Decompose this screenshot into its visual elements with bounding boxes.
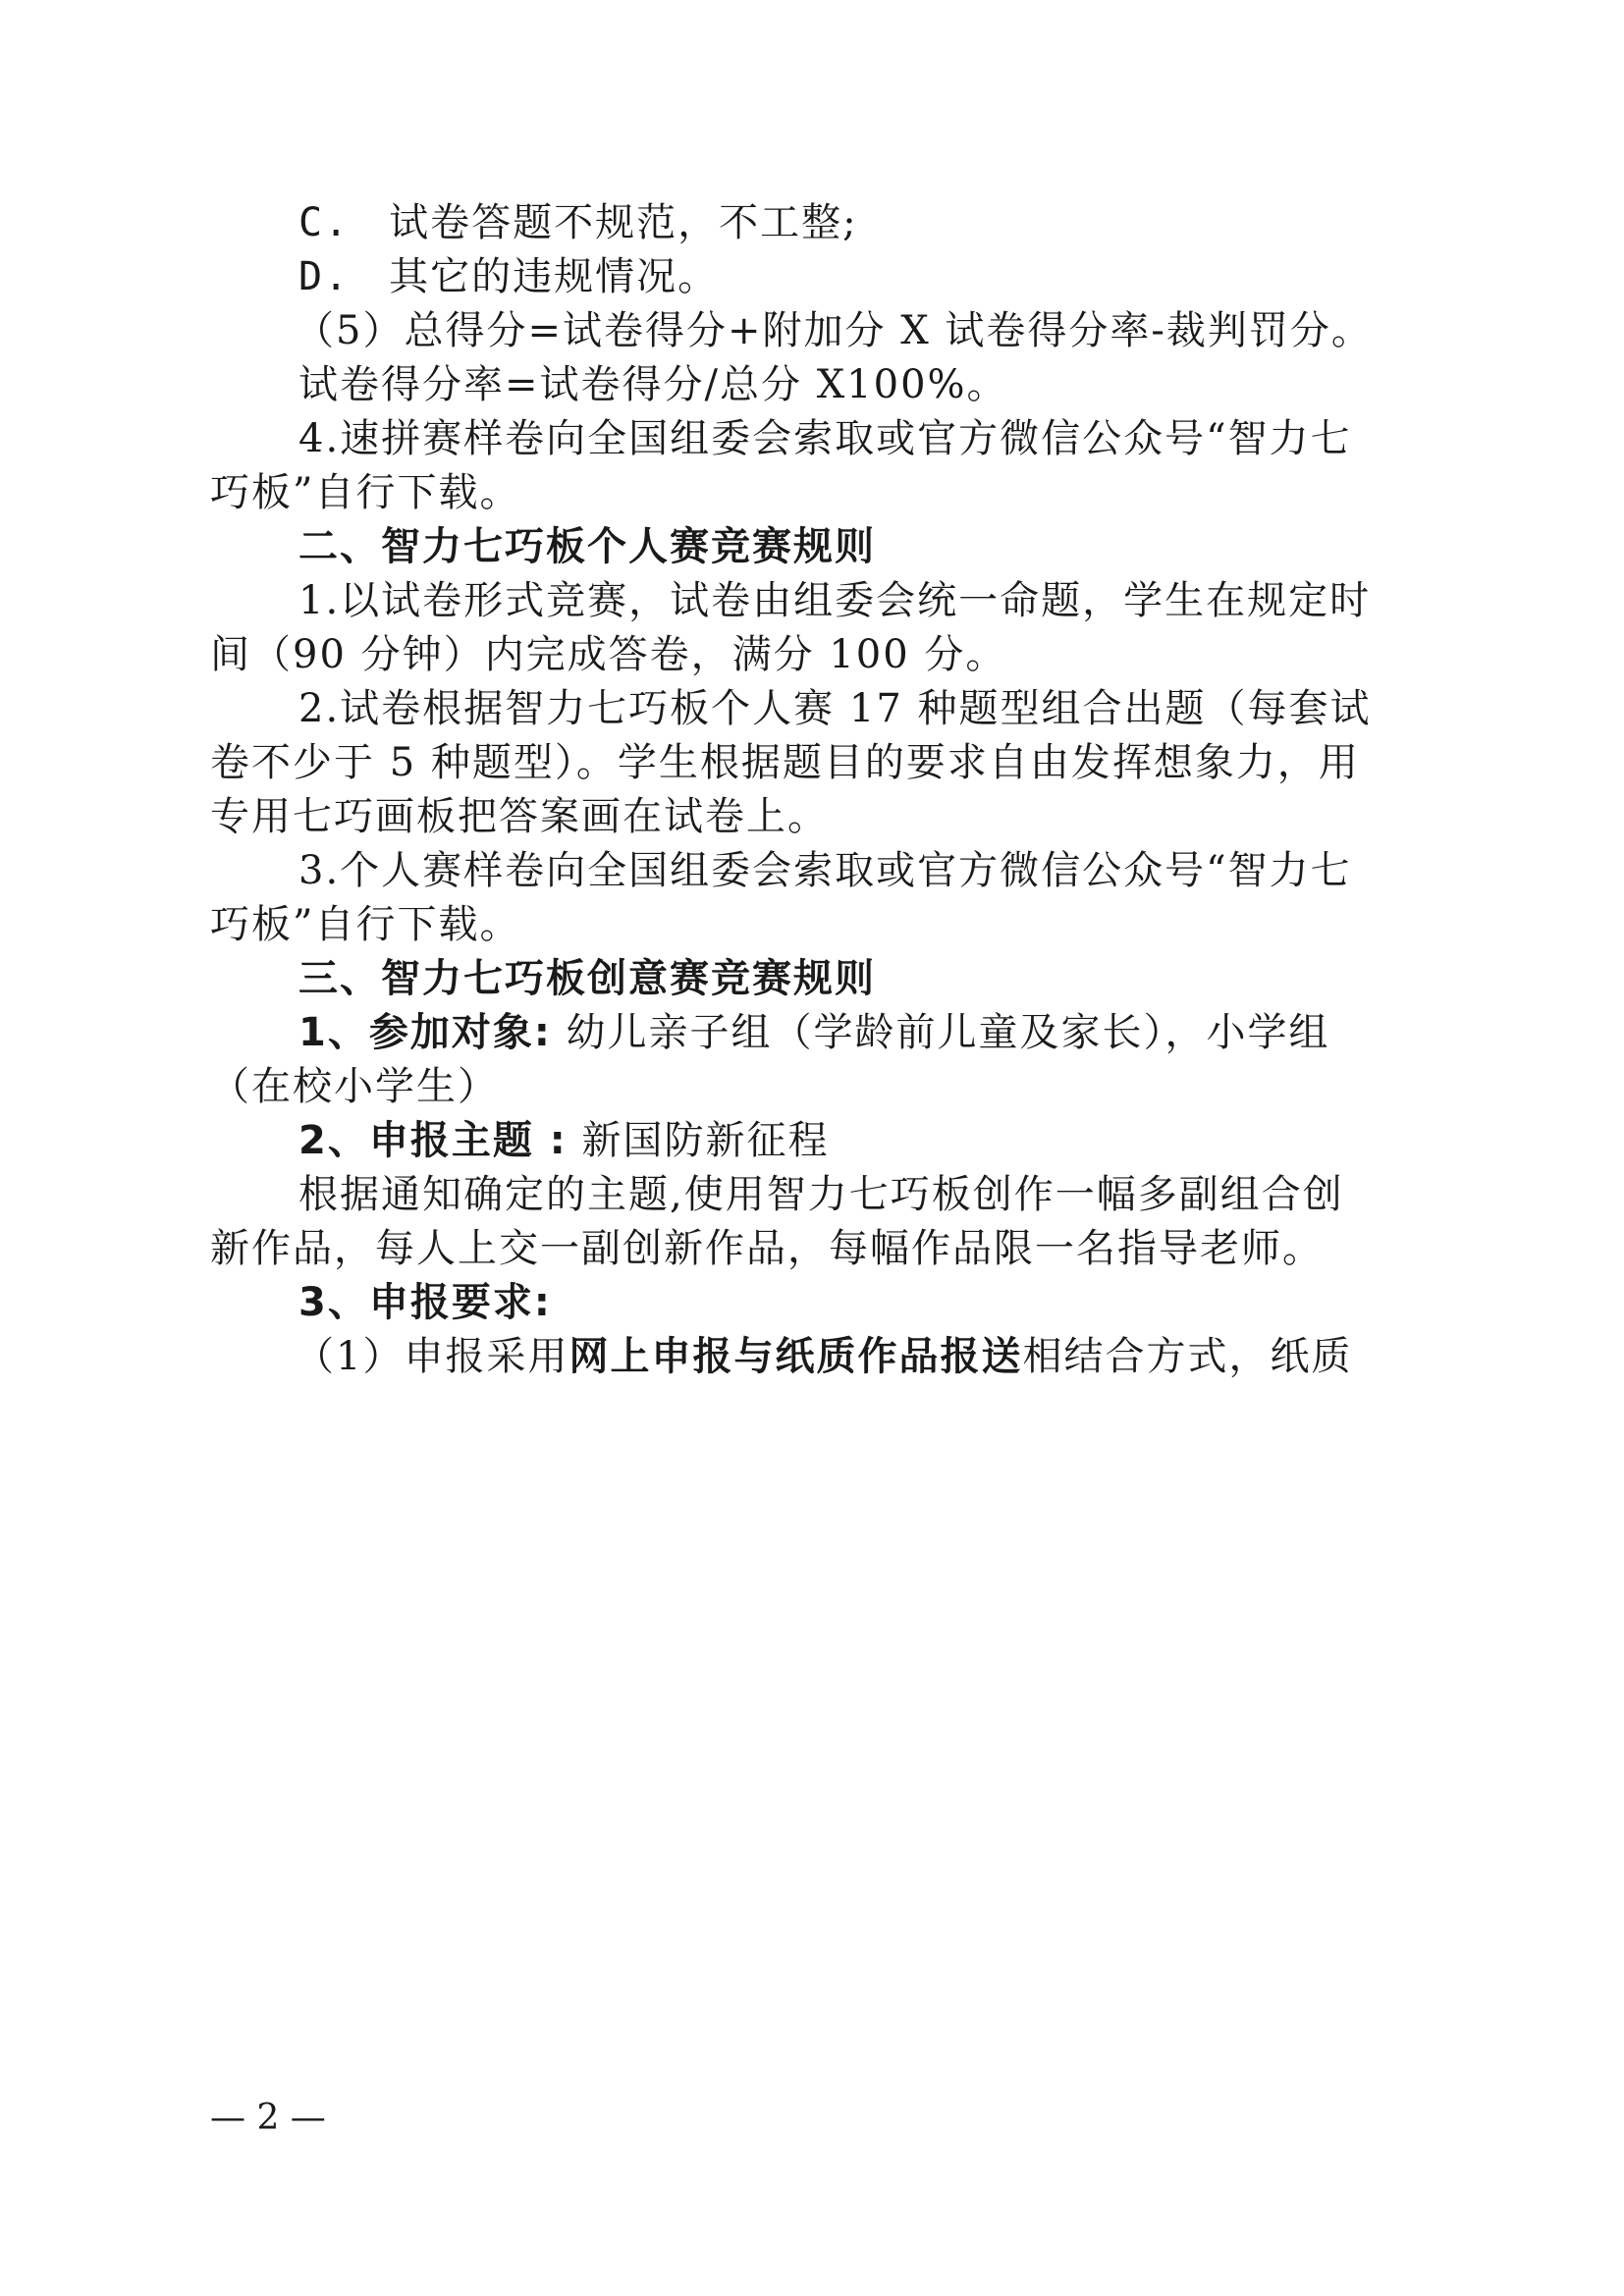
theme-line [298, 1117, 829, 1164]
section-2-item-3-line-1: 3.个人赛样卷向全国组委会索取或官方微信公众号“智力七 [298, 848, 1352, 893]
requirements-heading: 3、申报要求: [298, 1280, 552, 1325]
participants-line-1 [298, 1009, 1330, 1056]
item-c-marker: C. [298, 200, 351, 245]
page-number: — 2 — [210, 2098, 326, 2138]
theme-desc-line-1: 根据通知确定的主题,使用智力七巧板创作一幅多副组合创 [298, 1172, 1344, 1217]
section-2-item-3-line-2: 巧板”自行下载。 [210, 902, 521, 947]
requirement-1-emphasis: 网上申报与纸质作品报送 [568, 1334, 1023, 1379]
section-2-item-1-line-1: 1.以试卷形式竞赛，试卷由组委会统一命题，学生在规定时 [298, 578, 1372, 623]
item-d-marker: D. [298, 254, 351, 299]
participants-text: 幼儿亲子组（学龄前儿童及家长），小学组 [566, 1010, 1330, 1055]
score-rate-formula: 试卷得分率=试卷得分/总分 X100%。 [298, 362, 1008, 407]
section-2-item-1-line-2: 间（90 分钟）内完成答卷，满分 100 分。 [210, 632, 1007, 677]
section-2-item-2-line-3: 专用七巧画板把答案画在试卷上。 [210, 794, 829, 839]
theme-desc-line-2: 新作品，每人上交一副创新作品，每幅作品限一名指导老师。 [210, 1226, 1324, 1271]
theme-text: 新国防新征程 [581, 1118, 830, 1163]
section-2-heading: 二、智力七巧板个人赛竞赛规则 [298, 524, 876, 569]
section-2-item-2-line-2: 卷不少于 5 种题型）。学生根据题目的要求自由发挥想象力，用 [210, 740, 1360, 785]
requirement-1-line-1 [295, 1333, 1352, 1380]
section-3-heading: 三、智力七巧板创意赛竞赛规则 [298, 956, 876, 1001]
requirement-1-suffix: 相结合方式，纸质 [1022, 1334, 1353, 1379]
participants-label: 1、参加对象: [298, 1010, 552, 1055]
item-d [298, 253, 719, 300]
item-d-text: 其它的违规情况。 [389, 254, 720, 299]
theme-label: 2、申报主题 : [298, 1118, 568, 1163]
requirement-1-prefix: （1）申报采用 [295, 1334, 569, 1379]
participants-line-2: （在校小学生） [210, 1064, 499, 1109]
section-2-item-2-line-1: 2.试卷根据智力七巧板个人赛 17 种题型组合出题（每套试 [298, 686, 1372, 731]
paragraph-4-line-1: 4.速拼赛样卷向全国组委会索取或官方微信公众号“智力七 [298, 416, 1352, 461]
total-score-formula: （5）总得分=试卷得分+附加分 X 试卷得分率-裁判罚分。 [295, 308, 1373, 353]
paragraph-4-line-2: 巧板”自行下载。 [210, 470, 521, 515]
item-c-text: 试卷答题不规范，不工整; [389, 200, 858, 245]
item-c [298, 199, 858, 246]
